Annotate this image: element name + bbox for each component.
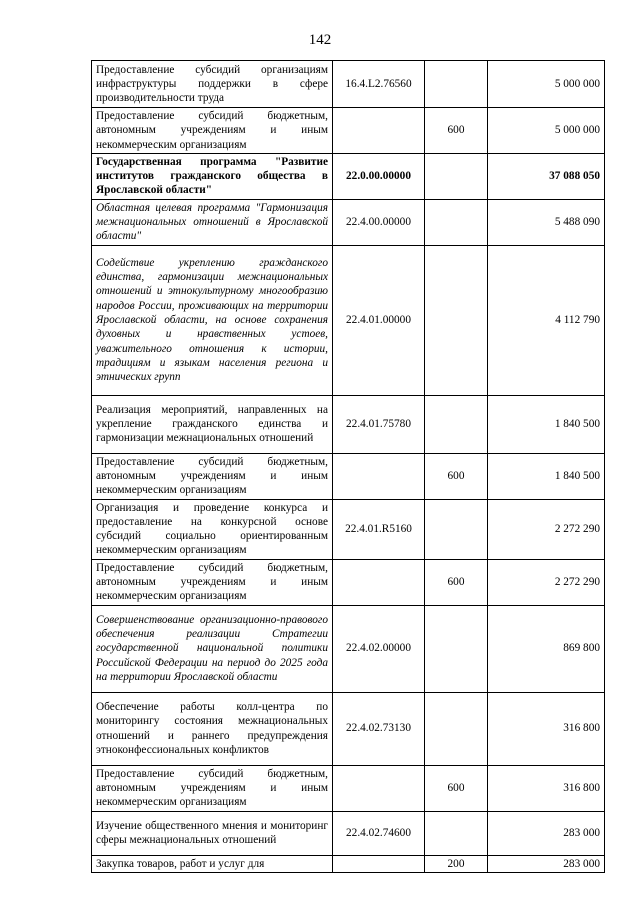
row-expense-type-cell: 200 xyxy=(425,855,488,872)
row-amount-cell: 5 000 000 xyxy=(488,108,605,154)
table-row xyxy=(92,692,605,765)
row-amount-cell: 5 000 000 xyxy=(488,61,605,108)
table-row xyxy=(92,559,605,605)
table-row xyxy=(92,61,605,108)
table-row xyxy=(92,499,605,559)
row-amount-cell: 316 800 xyxy=(488,692,605,765)
table-row xyxy=(92,199,605,245)
row-code-cell: 22.0.00.00000 xyxy=(333,153,425,199)
budget-table-body xyxy=(92,61,605,873)
budget-table xyxy=(91,60,605,873)
row-expense-type-cell: 600 xyxy=(425,453,488,499)
row-name-cell: Государственная программа "Развитие институтов гражданского общества в Ярославской области" xyxy=(92,153,333,199)
row-amount-cell: 283 000 xyxy=(488,811,605,855)
row-code-cell: 22.4.01.R5160 xyxy=(333,499,425,559)
row-code-cell: 22.4.02.74600 xyxy=(333,811,425,855)
row-name-cell: Областная целевая программа "Гармонизация межнациональных отношений в Ярославской области" xyxy=(92,199,333,245)
row-name-cell: Закупка товаров, работ и услуг для xyxy=(92,855,333,872)
row-amount-cell: 2 272 290 xyxy=(488,499,605,559)
row-amount-cell: 2 272 290 xyxy=(488,559,605,605)
row-expense-type-cell xyxy=(425,153,488,199)
row-expense-type-cell xyxy=(425,395,488,453)
row-code-cell xyxy=(333,765,425,811)
table-row xyxy=(92,108,605,154)
row-name-cell: Предоставление субсидий бюджетным, автономным учреждениям и иным некоммерческим организациям xyxy=(92,765,333,811)
row-code-cell xyxy=(333,108,425,154)
row-expense-type-cell xyxy=(425,692,488,765)
row-code-cell: 22.4.01.00000 xyxy=(333,245,425,395)
row-name-cell: Совершенствование организационно-правового обеспечения реализации Стратегии государственной национальной политики Российской Федерации на период до 2025 года на территории Ярославской области xyxy=(92,605,333,692)
row-name-cell: Предоставление субсидий бюджетным, автономным учреждениям и иным некоммерческим организациям xyxy=(92,453,333,499)
row-amount-cell: 1 840 500 xyxy=(488,453,605,499)
table-row xyxy=(92,395,605,453)
row-expense-type-cell: 600 xyxy=(425,559,488,605)
table-row xyxy=(92,245,605,395)
row-amount-cell: 316 800 xyxy=(488,765,605,811)
row-expense-type-cell xyxy=(425,245,488,395)
page-number: 142 xyxy=(308,32,332,48)
row-amount-cell: 869 800 xyxy=(488,605,605,692)
row-name-cell: Предоставление субсидий организациям инфраструктуры поддержки в сфере производительности труда xyxy=(92,61,333,108)
table-row xyxy=(92,605,605,692)
table-row xyxy=(92,453,605,499)
row-name-cell: Реализация мероприятий, направленных на укрепление гражданского единства и гармонизации межнациональных отношений xyxy=(92,395,333,453)
row-name-cell: Организация и проведение конкурса и предоставление на конкурсной основе субсидий социально ориентированным некоммерческим организациям xyxy=(92,499,333,559)
row-expense-type-cell xyxy=(425,199,488,245)
row-code-cell: 16.4.L2.76560 xyxy=(333,61,425,108)
row-code-cell: 22.4.02.73130 xyxy=(333,692,425,765)
row-amount-cell: 37 088 050 xyxy=(488,153,605,199)
row-expense-type-cell xyxy=(425,499,488,559)
table-row xyxy=(92,811,605,855)
row-code-cell: 22.4.01.75780 xyxy=(333,395,425,453)
row-amount-cell: 4 112 790 xyxy=(488,245,605,395)
row-name-cell: Предоставление субсидий бюджетным, автономным учреждениям и иным некоммерческим организациям xyxy=(92,559,333,605)
table-row xyxy=(92,855,605,872)
table-row xyxy=(92,765,605,811)
row-expense-type-cell: 600 xyxy=(425,765,488,811)
row-amount-cell: 283 000 xyxy=(488,855,605,872)
row-code-cell xyxy=(333,453,425,499)
row-name-cell: Изучение общественного мнения и мониторинг сферы межнациональных отношений xyxy=(92,811,333,855)
row-code-cell xyxy=(333,855,425,872)
row-amount-cell: 1 840 500 xyxy=(488,395,605,453)
row-code-cell: 22.4.00.00000 xyxy=(333,199,425,245)
row-name-cell: Обеспечение работы колл-центра по мониторингу состояния межнациональных отношений и раннего предупреждения этноконфессиональных конфликтов xyxy=(92,692,333,765)
row-expense-type-cell: 600 xyxy=(425,108,488,154)
row-code-cell xyxy=(333,559,425,605)
row-expense-type-cell xyxy=(425,605,488,692)
row-expense-type-cell xyxy=(425,61,488,108)
row-name-cell: Предоставление субсидий бюджетным, автономным учреждениям и иным некоммерческим организациям xyxy=(92,108,333,154)
table-row xyxy=(92,153,605,199)
row-name-cell: Содействие укреплению гражданского единства, гармонизации межнациональных отношений и этнокультурному многообразию народов России, проживающих на территории Ярославской области, на основе сохранения духовных и нравственных устоев, уважительного отношения к истории, традициям и языкам населения региона и этнических групп xyxy=(92,245,333,395)
row-amount-cell: 5 488 090 xyxy=(488,199,605,245)
row-expense-type-cell xyxy=(425,811,488,855)
row-code-cell: 22.4.02.00000 xyxy=(333,605,425,692)
